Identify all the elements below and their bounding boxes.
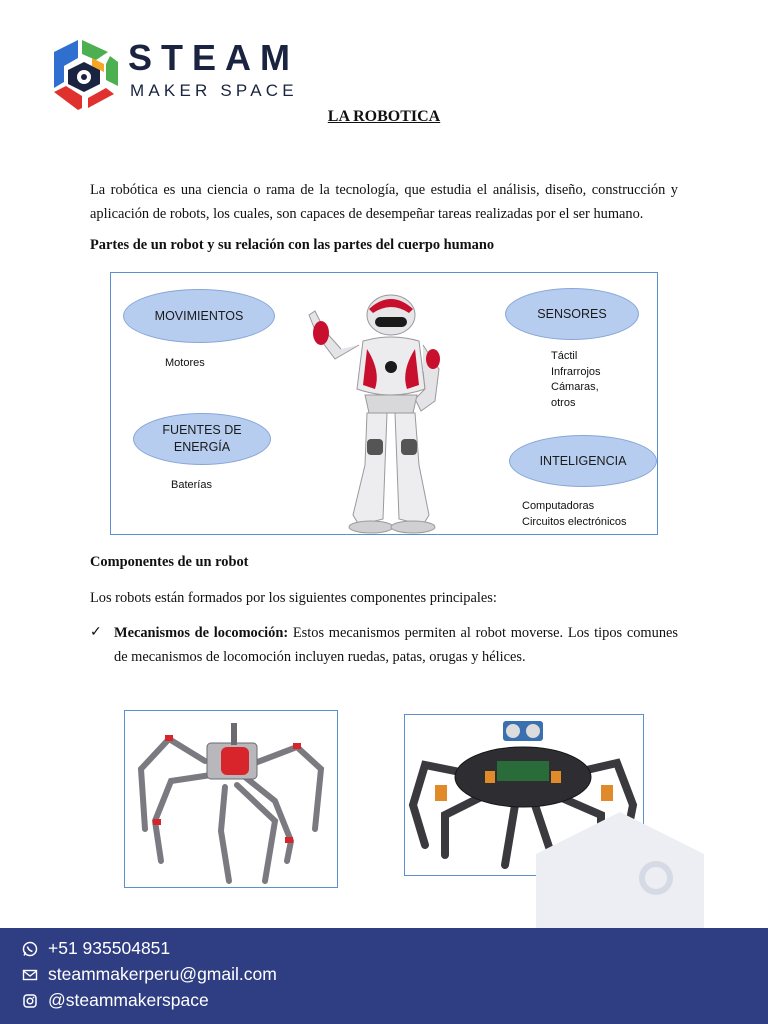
components-intro: Los robots están formados por los siguientes componentes principales: bbox=[90, 590, 497, 606]
humanoid-robot-illustration bbox=[293, 289, 453, 535]
section-heading-parts: Partes de un robot y su relación con las partes del cuerpo humano bbox=[90, 237, 495, 253]
list-item-text: Estos mecanismos permiten al robot moverse. Los tipos comunes de mecanismos de locomoción incluyen ruedas, patas, orugas y hélices. bbox=[114, 625, 679, 665]
detail-camaras: Cámaras, bbox=[551, 381, 599, 393]
instagram-icon bbox=[22, 993, 38, 1009]
oval-fuentes-energia bbox=[133, 413, 271, 465]
detail-otros: otros bbox=[551, 396, 576, 409]
sensores-details bbox=[551, 349, 601, 411]
oval-sensores bbox=[505, 288, 639, 340]
detail-infrarrojos: Infrarrojos bbox=[551, 365, 601, 378]
oval-inteligencia-label: INTELIGENCIA bbox=[539, 453, 627, 468]
list-item-term: Mecanismos de locomoción: bbox=[114, 625, 289, 641]
footer-email-row bbox=[22, 964, 277, 985]
detail-baterias: Baterías bbox=[171, 479, 212, 491]
detail-computadoras: Computadoras bbox=[522, 500, 595, 512]
checkmark-icon: ✓ bbox=[90, 625, 102, 640]
footer-social-row bbox=[22, 990, 209, 1011]
detail-circuitos: Circuitos electrónicos bbox=[522, 515, 627, 528]
brand-name: STEAM bbox=[128, 37, 299, 78]
detail-motores: Motores bbox=[165, 357, 205, 369]
oval-sensores-label: SENSORES bbox=[537, 306, 607, 321]
oval-movimientos bbox=[123, 289, 275, 343]
whatsapp-icon bbox=[22, 941, 38, 957]
footer-email[interactable]: steammakerperu@gmail.com bbox=[48, 964, 277, 984]
oval-movimientos-label: MOVIMIENTOS bbox=[154, 308, 244, 323]
footer-phone[interactable]: +51 935504851 bbox=[48, 938, 171, 958]
mail-icon bbox=[22, 967, 38, 983]
contact-footer bbox=[0, 928, 768, 1024]
footer-social[interactable]: @steammakerspace bbox=[48, 990, 209, 1010]
intro-paragraph: La robótica es una ciencia o rama de la tecnología, que estudia el análisis, diseño, construcción y aplicación de robots, los cuales, son capaces de desempeñar tareas realizadas por el ser humano. bbox=[90, 182, 678, 222]
spider-robot-photo bbox=[124, 710, 338, 888]
oval-inteligencia bbox=[509, 435, 657, 487]
oval-fuentes-label-2: ENERGÍA bbox=[173, 440, 231, 454]
oval-fuentes-label-1: FUENTES DE bbox=[162, 423, 242, 437]
spider-robot-image bbox=[125, 711, 337, 887]
brand-subtitle: MAKER SPACE bbox=[130, 81, 298, 100]
page-title: LA ROBOTICA bbox=[327, 108, 441, 125]
list-item-locomocion bbox=[114, 621, 678, 669]
footer-phone-row bbox=[22, 938, 170, 959]
inteligencia-details bbox=[522, 499, 627, 530]
robot-parts-diagram bbox=[110, 272, 658, 535]
steam-logo-icon bbox=[48, 36, 122, 110]
section-heading-components: Componentes de un robot bbox=[90, 554, 249, 570]
detail-tactil: Táctil bbox=[551, 350, 578, 362]
